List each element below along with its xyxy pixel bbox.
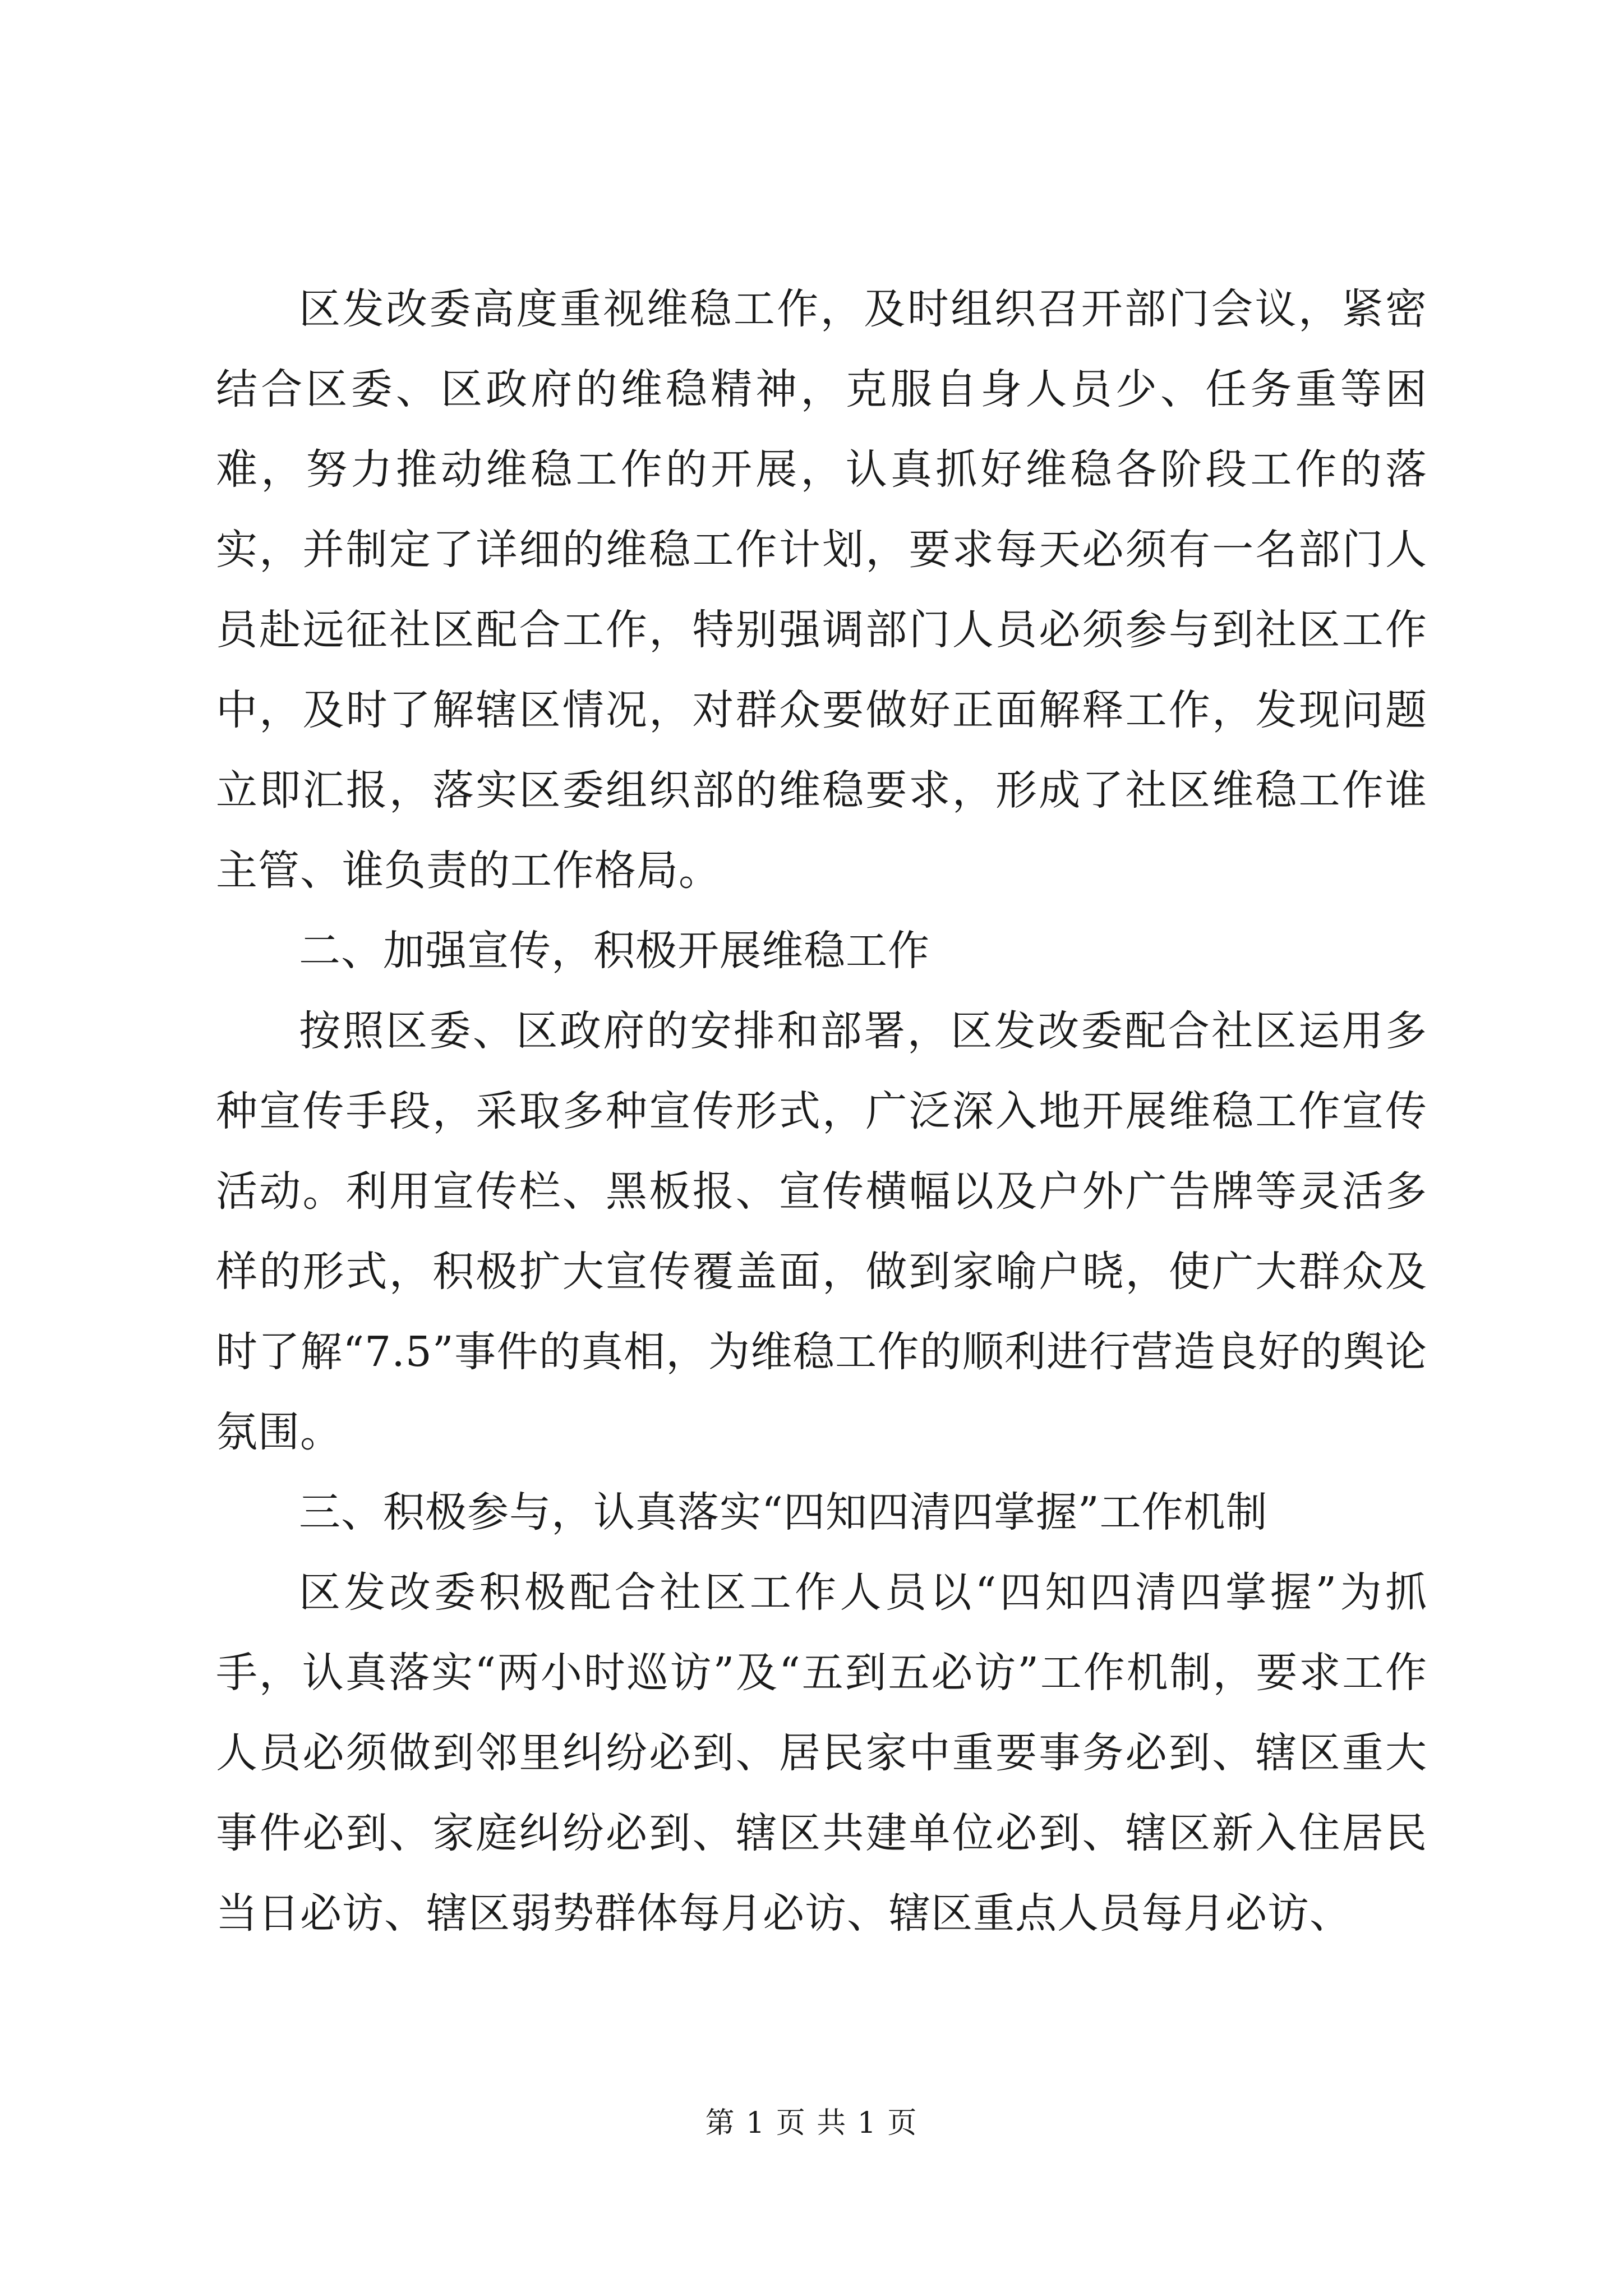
paragraph-leadership: 区发改委高度重视维稳工作，及时组织召开部门会议，紧密结合区委、区政府的维稳精神，克服自身人员少、任务重等困难，努力推动维稳工作的开展，认真抓好维稳各阶段工作的落实，并制定了详细的维稳工作计划，要求每天必须有一名部门人员赴远征社区配合工作，特别强调部门人员必须参与到社区工作中，及时了解辖区情况，对群众要做好正面解释工作，发现问题立即汇报，落实区委组织部的维稳要求，形成了社区维稳工作谁主管、谁负责的工作格局。 <box>216 285 1427 895</box>
section-heading-mechanism: 三、积极参与，认真落实“四知四清四掌握”工作机制 <box>299 1488 1268 1536</box>
paragraph-mechanism: 区发改委积极配合社区工作人员以“四知四清四掌握”为抓手，认真落实“两小时巡访”及“五到五必访”工作机制，要求工作人员必须做到邻里纠纷必到、居民家中重要事务必到、辖区重大事件必到、家庭纠纷必到、辖区共建单位必到、辖区新入住居民当日必访、辖区弱势群体每月必访、辖区重点人员每月必访、 <box>216 1568 1427 1938</box>
document-body <box>216 269 1427 1954</box>
section-heading-publicity: 二、加强宣传，积极开展维稳工作 <box>299 927 930 975</box>
paragraph-publicity: 按照区委、区政府的安排和部署，区发改委配合社区运用多种宣传手段，采取多种宣传形式，广泛深入地开展维稳工作宣传活动。利用宣传栏、黑板报、宣传横幅以及户外广告牌等灵活多样的形式，积极扩大宣传覆盖面，做到家喻户晓，使广大群众及时了解“7.5”事件的真相，为维稳工作的顺利进行营造良好的舆论氛围。 <box>216 1007 1427 1456</box>
page-footer: 第 1 页 共 1 页 <box>705 2106 918 2140</box>
